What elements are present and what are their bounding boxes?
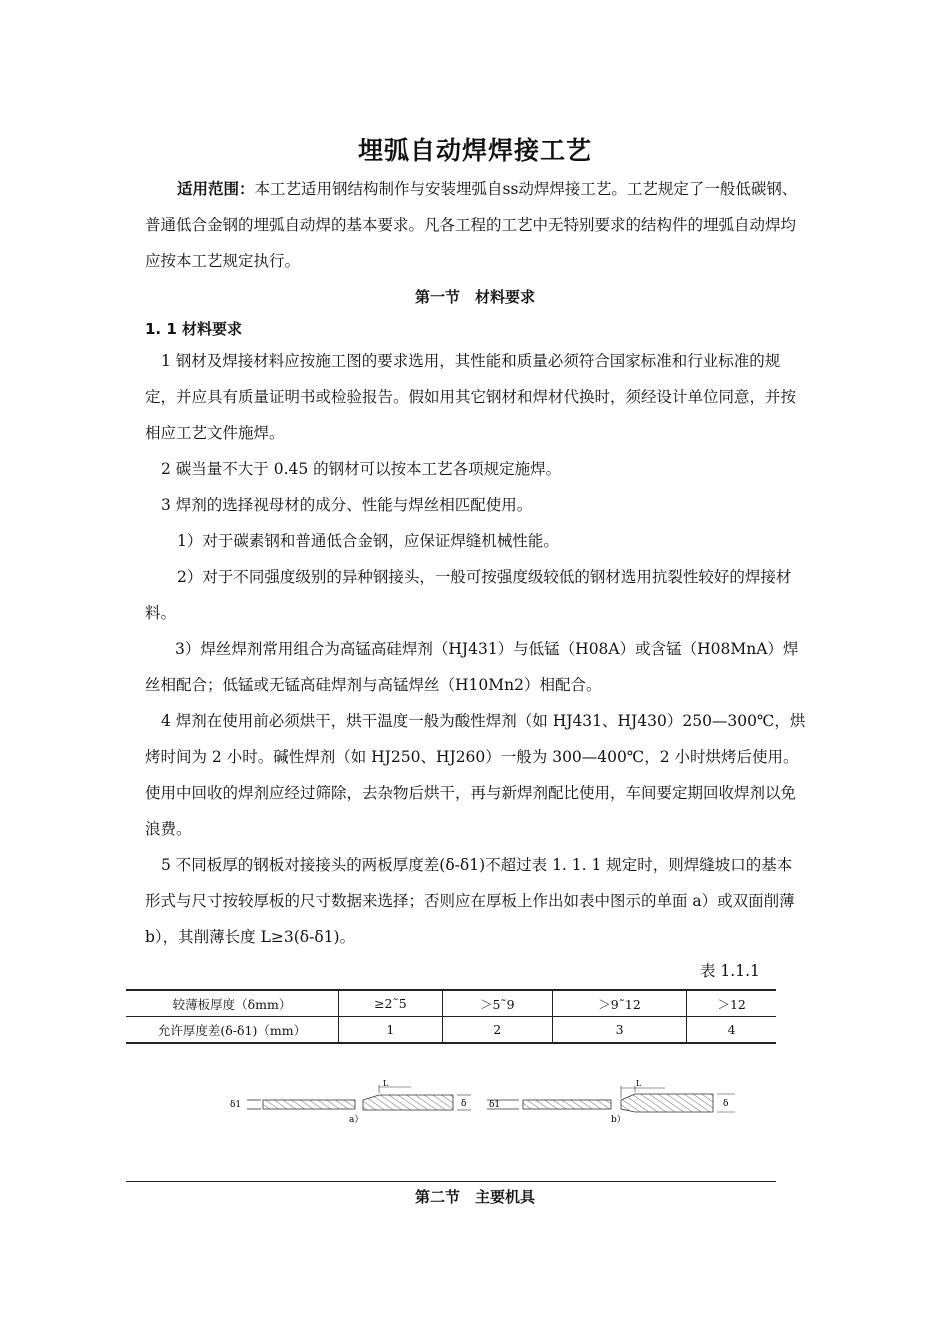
table-cell: ＞5˜9 bbox=[442, 990, 552, 1017]
table-cell: 2 bbox=[442, 1017, 552, 1044]
scope-text: 本工艺适用钢结构制作与安装埋弧自ss动焊焊接工艺。工艺规定了一般低碳钢、普通低合金钢的埋弧自动焊的基本要求。凡各工程的工艺中无特别要求的结构件的埋弧自动焊均应按本工艺规定执行。 bbox=[145, 180, 798, 270]
section-divider bbox=[126, 1181, 776, 1182]
table-cell: 允许厚度差(δ-δ1)（mm） bbox=[126, 1017, 339, 1044]
paragraph-5: 5 不同板厚的钢板对接接头的两板厚度差(δ-δ1)不超过表 1. 1. 1 规定时，则焊缝坡口的基本形式与尺寸按较厚板的尺寸数据来选择；否则应在厚板上作出如表中图示的单面 a）或双面削薄 b），其削薄长度 L≥3(δ-δ1)。 bbox=[145, 856, 795, 946]
subsection-1-1-heading: 1. 1 材料要求 bbox=[145, 320, 243, 338]
delta1-label-b: δ1 bbox=[489, 1100, 501, 1110]
thin-plate-b bbox=[523, 1100, 611, 1109]
table-cell: ≥2˜5 bbox=[339, 990, 443, 1017]
table-row bbox=[126, 990, 776, 1017]
page-title: 埋弧自动焊焊接工艺 bbox=[357, 136, 592, 165]
label-b: b） bbox=[611, 1115, 626, 1125]
paragraph-2: 2 碳当量不大于 0.45 的钢材可以按本工艺各项规定施焊。 bbox=[161, 460, 562, 478]
delta1-label-a: δ1 bbox=[230, 1100, 242, 1110]
thick-plate-b bbox=[621, 1094, 713, 1112]
paragraph-3: 3 焊剂的选择视母材的成分、性能与焊丝相匹配使用。 bbox=[161, 496, 533, 514]
section-1-heading: 第一节 材料要求 bbox=[414, 288, 535, 306]
scope-paragraph bbox=[145, 171, 807, 279]
diagram-a bbox=[230, 1079, 471, 1125]
dim-L-label-b: L bbox=[636, 1079, 642, 1088]
table-cell: ＞9˜12 bbox=[552, 990, 687, 1017]
paragraph-3-item-3: 3）焊丝焊剂常用组合为高锰高硅焊剂（HJ431）与低锰（H08A）或含锰（H08MnA）焊丝相配合；低锰或无锰高硅焊剂与高锰焊丝（H10Mn2）相配合。 bbox=[145, 640, 799, 694]
dim-L-label-a: L bbox=[383, 1079, 389, 1088]
paragraph-4: 4 焊剂在使用前必须烘干，烘干温度一般为酸性焊剂（如 HJ431、HJ430）250—300℃，烘烤时间为 2 小时。碱性焊剂（如 HJ250、HJ260）一般为 300—400℃，2 小时烘烤后使用。使用中回收的焊剂应经过筛除，去杂物后烘干，再与新焊剂配比使用，车间要定期回收焊剂以免浪费。 bbox=[145, 712, 806, 838]
thinning-diagram bbox=[225, 1078, 745, 1128]
paragraph-3-item-2: 2）对于不同强度级别的异种钢接头，一般可按强度级较低的钢材选用抗裂性较好的焊接材料。 bbox=[145, 568, 792, 622]
paragraph-1: 1 钢材及焊接材料应按施工图的要求选用，其性能和质量必须符合国家标准和行业标准的规定，并应具有质量证明书或检验报告。假如用其它钢材和焊材代换时，须经设计单位同意，并按相应工艺文件施焊。 bbox=[145, 352, 797, 442]
thick-plate-a bbox=[363, 1095, 453, 1110]
table-caption: 表 1.1.1 bbox=[700, 962, 760, 980]
table-row bbox=[126, 1017, 776, 1044]
table-cell: ＞12 bbox=[687, 990, 776, 1017]
table-cell: 1 bbox=[339, 1017, 443, 1044]
diagram-b bbox=[487, 1079, 735, 1125]
label-a: a） bbox=[349, 1115, 364, 1125]
thin-plate-a bbox=[263, 1100, 355, 1109]
table-cell: 3 bbox=[552, 1017, 687, 1044]
paragraph-3-item-1: 1）对于碳素钢和普通低合金钢，应保证焊缝机械性能。 bbox=[177, 532, 559, 550]
thickness-table bbox=[126, 989, 776, 1044]
table-cell: 较薄板厚度（δmm） bbox=[126, 990, 339, 1017]
scope-label: 适用范围： bbox=[177, 180, 255, 198]
table-cell: 4 bbox=[687, 1017, 776, 1044]
section-2-heading: 第二节 主要机具 bbox=[414, 1188, 535, 1206]
delta-label-a: δ bbox=[461, 1099, 467, 1109]
delta-label-b: δ bbox=[723, 1099, 729, 1109]
